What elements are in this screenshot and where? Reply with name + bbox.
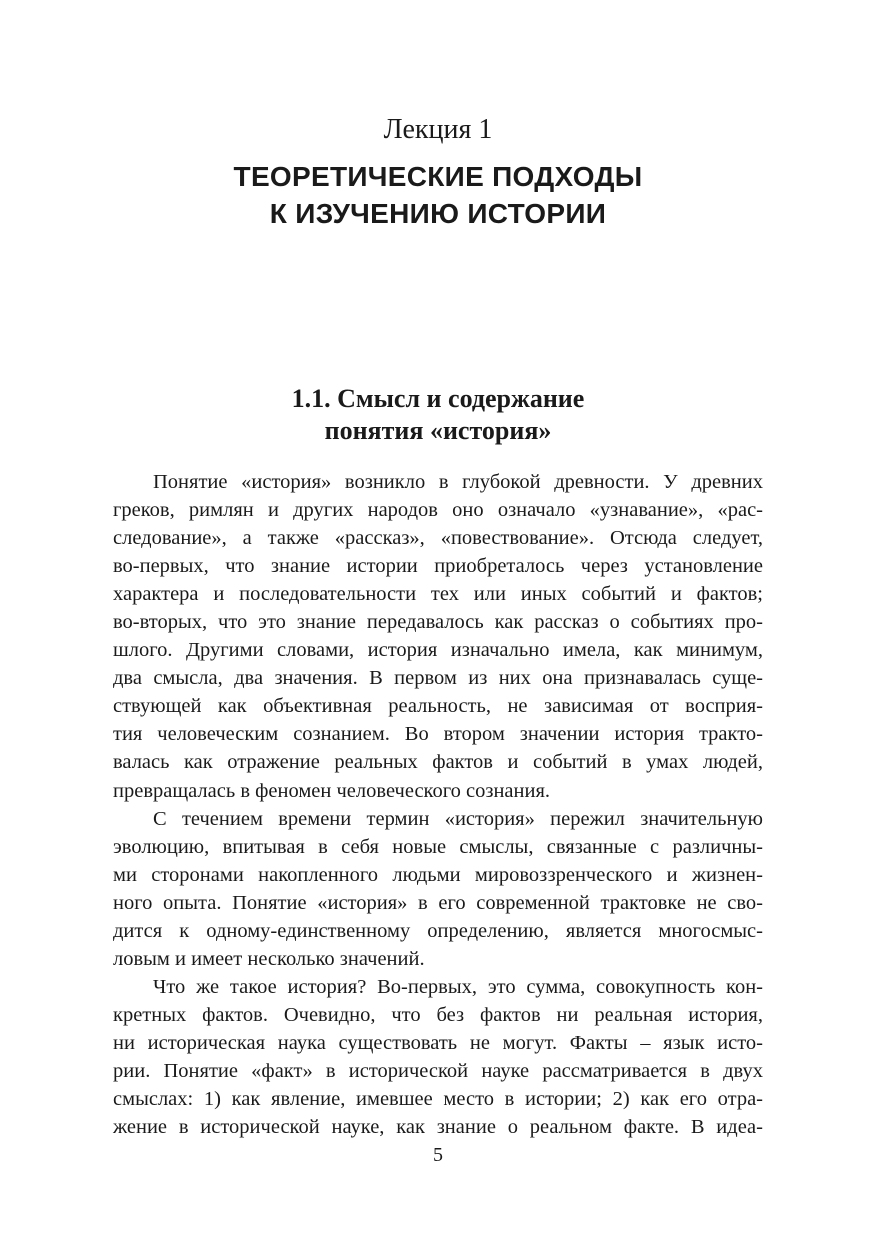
text-line: два смысла, два значения. В первом из них она признавалась суще- [113, 667, 763, 690]
text-line: греков, римлян и других народов оно означало «узнавание», «рас- [113, 499, 763, 522]
text-line: во-вторых, что это знание передавалось как рассказ о событиях про- [113, 611, 763, 634]
chapter-title-line-1: ТЕОРЕТИЧЕСКИЕ ПОДХОДЫ [233, 161, 643, 192]
text-line: ми сторонами накопленного людьми мировоззренческого и жизнен- [113, 863, 763, 886]
lecture-label: Лекция 1 [383, 114, 493, 145]
text-line: эволюцию, впитывая в себя новые смыслы, связанные с различны- [113, 835, 763, 858]
text-line: во-первых, что знание истории приобреталось через установление [113, 555, 763, 578]
section-title-line-2: понятия «история» [324, 416, 552, 445]
text-line: кретных фактов. Очевидно, что без фактов ни реальная история, [113, 1003, 763, 1026]
text-line: шлого. Другими словами, история изначально имела, как минимум, [113, 639, 763, 662]
body-text [113, 468, 763, 1141]
text-line: превращалась в феномен человеческого сознания. [113, 779, 551, 802]
text-line: дится к одному-единственному определению, является многосмыс- [113, 919, 763, 942]
text-line: ловым и имеет несколько значений. [113, 947, 425, 970]
page-number: 5 [433, 1144, 443, 1166]
section-title [0, 383, 876, 447]
text-line: С течением времени термин «история» пережил значительную [153, 807, 763, 830]
section-title-line-1: 1.1. Смысл и содержание [291, 384, 585, 413]
text-line: ствующей как объективная реальность, не зависимая от восприя- [113, 695, 763, 718]
text-line: ного опыта. Понятие «история» в его современной трактовке не сво- [113, 891, 763, 914]
text-line: Что же такое история? Во-первых, это сумма, совокупность кон- [153, 975, 763, 998]
chapter-title [0, 158, 876, 232]
text-line: характера и последовательности тех или иных событий и фактов; [113, 583, 763, 606]
text-line: рии. Понятие «факт» в исторической науке рассматривается в двух [113, 1059, 763, 1082]
text-line: жение в исторической науке, как знание о реальном факте. В идеа- [113, 1116, 763, 1139]
chapter-title-line-2: К ИЗУЧЕНИЮ ИСТОРИИ [269, 198, 607, 229]
text-line: тия человеческим сознанием. Во втором значении история тракто- [113, 723, 763, 746]
text-line: смыслах: 1) как явление, имевшее место в истории; 2) как его отра- [113, 1088, 763, 1111]
text-line: следование», а также «рассказ», «повествование». Отсюда следует, [113, 527, 763, 550]
text-line: Понятие «история» возникло в глубокой древности. У древних [153, 471, 763, 493]
text-line: ни историческая наука существовать не могут. Факты – язык исто- [113, 1031, 763, 1054]
text-line: валась как отражение реальных фактов и событий в умах людей, [113, 751, 763, 774]
